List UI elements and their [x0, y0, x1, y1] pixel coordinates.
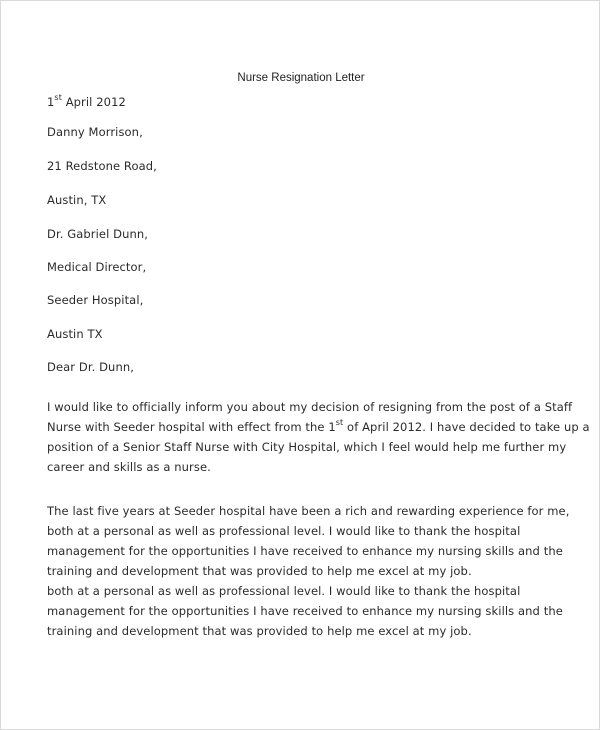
paragraph-2-line: management for the opportunities I have received to enhance my nursing skills and the — [47, 604, 563, 618]
recipient-city: Austin TX — [47, 327, 103, 341]
paragraph-2-line: training and development that was provided to help me excel at my job. — [47, 624, 472, 638]
letter-date: 1st April 2012 — [47, 93, 126, 109]
sender-name: Danny Morrison, — [47, 125, 143, 139]
recipient-title: Medical Director, — [47, 260, 147, 274]
paragraph-1-line: position of a Senior Staff Nurse with City Hospital, which I feel would help me further my — [47, 440, 567, 454]
document-title: Nurse Resignation Letter — [237, 72, 365, 84]
sender-street: 21 Redstone Road, — [47, 159, 157, 173]
paragraph-2-line: management for the opportunities I have received to enhance my nursing skills and the — [47, 544, 563, 558]
paragraph-2-line: training and development that was provided to help me excel at my job. — [47, 564, 472, 578]
recipient-name: Dr. Gabriel Dunn, — [47, 227, 149, 241]
paragraph-2-line: both at a personal as well as professional level. I would like to thank the hospital — [47, 524, 521, 538]
recipient-organization: Seeder Hospital, — [47, 293, 144, 307]
salutation: Dear Dr. Dunn, — [47, 360, 134, 374]
paragraph-2-line: both at a personal as well as professional level. I would like to thank the hospital — [47, 584, 521, 598]
paragraph-1-line: career and skills as a nurse. — [47, 460, 211, 474]
paragraph-1-line: I would like to officially inform you about my decision of resigning from the post of a Staff — [47, 400, 573, 414]
paragraph-1 — [47, 397, 590, 477]
sender-city: Austin, TX — [47, 193, 107, 207]
paragraph-1-line: Nurse with Seeder hospital with effect from the 1st of April 2012. I have decided to take up a — [47, 418, 590, 434]
paragraph-2 — [47, 501, 570, 641]
paragraph-2-line: The last five years at Seeder hospital have been a rich and rewarding experience for me, — [47, 504, 570, 518]
